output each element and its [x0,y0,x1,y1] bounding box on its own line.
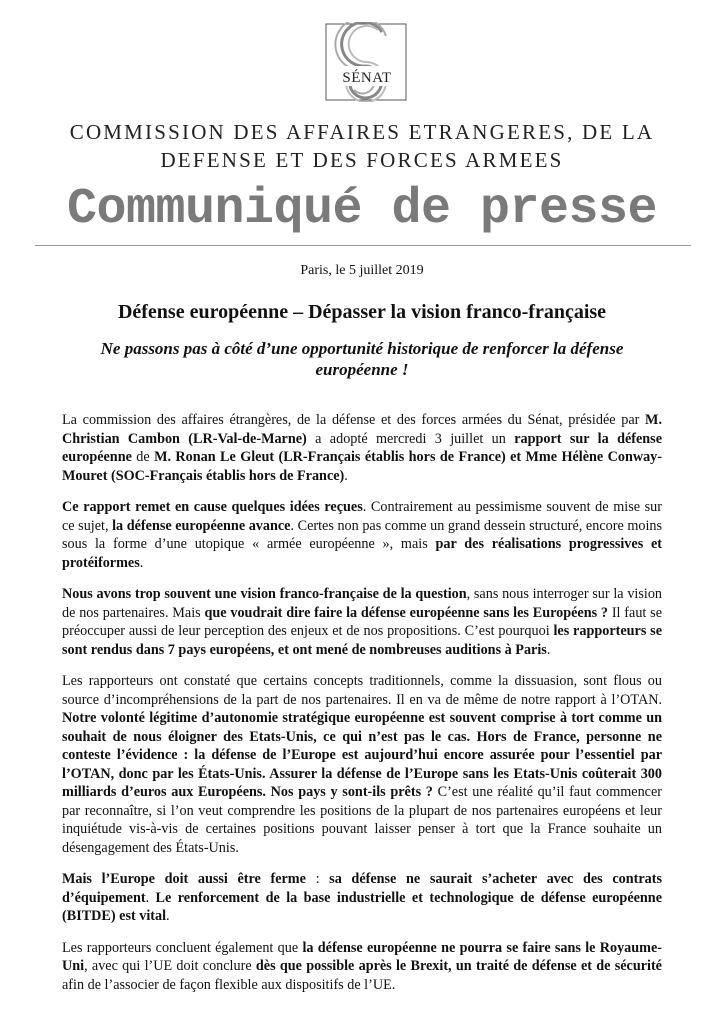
text-run: , sans nous interroger sur la vision de nos partenaires. Mais [62,586,663,621]
senat-seal-icon [324,22,408,102]
paragraph-6 [62,939,662,995]
subheadline: Ne passons pas à côté d’une opportunité historique de renforcer la défense européenne ! [100,339,624,379]
text-run: Les rapporteurs ont constaté que certains concepts traditionnels, comme la dissuasion, sont flous ou source d’incompréhensions de la part de nos partenaires. Il en va de même de notre rapport à l’OTAN. [62,673,662,708]
bold-run: les rapporteurs se sont rendus dans 7 pays européens, et ont mené de nombreuses auditions à Paris [62,623,663,658]
logo-text: SÉNAT [342,70,392,86]
bold-run: Notre volonté légitime d’autonomie stratégique européenne est souvent comprise à tort comme un souhait de nous éloigner des Etats-Unis, ce qui n’est pas le cas. Hors de France, personne ne conteste l’évidence : la défense de l’Europe est aujourd’hui encore assurée pour l’essentiel par l’OTAN, donc par les États-Unis. Assurer la défense de l’Europe sans les Etats-Unis coûterait 300 milliards d’euros aux Européens. Nos pays y sont-ils prêts ? [62,710,662,800]
body-text [62,411,662,1007]
bold-run: M. Christian Cambon (LR-Val-de-Marne) [62,412,662,447]
bold-run: rapport sur la défense européenne [62,430,662,465]
text-run: . Certes non pas comme un grand dessein structuré, encore moins sous la forme d’une utopique « armée européenne », mais [62,517,663,552]
paragraph-2 [62,498,662,572]
text-run: . Contrairement au pessimisme souvent de mise sur ce sujet, [62,499,662,534]
bold-run: par des réalisations progressives et protéiformes [62,536,662,571]
bold-run: sa défense ne saurait s’acheter avec des contrats d’équipement [62,871,662,906]
release-date: Paris, le 5 juillet 2019 [300,263,424,278]
text-run: . [344,467,348,484]
senat-logo [324,22,410,104]
text-run: de [131,449,155,465]
bold-run: la défense européenne avance [112,517,291,534]
text-run: C’est une réalité qu’il faut commencer par reconnaître, si l’on veut comprendre les positions de la plupart de nos partenaires européens et leur inquiétude vis-à-vis de certaines positions pouvant laisser penser à tort que la France souhaite un désengagement des États-Unis. [62,784,663,856]
text-run: afin de l’associer de façon flexible aux dispositifs de l’UE. [62,976,396,993]
text-run: . [166,908,170,924]
text-run: a adopté mercredi 3 juillet un [306,430,515,447]
text-run: . [139,554,144,571]
text-run: . [546,641,551,658]
commission-name-line2: DEFENSE ET DES FORCES ARMEES [160,148,564,172]
text-run: , avec qui l’UE doit conclure [84,958,256,974]
document-title: Communiqué de presse [66,181,658,238]
paragraph-5 [62,870,662,926]
text-run: Il faut se préoccuper aussi de leur perception des enjeux et de nos propositions. C’est pourquoi [62,604,662,639]
text-run: . [145,889,156,906]
bold-run: dès que possible après le Brexit, un traité de défense et de sécurité [255,958,662,974]
bold-run: Mais l’Europe doit aussi être ferme [62,871,306,887]
header-divider [35,245,691,246]
bold-run: Nous avons trop souvent une vision franco-française de la question [62,586,467,602]
bold-run: la défense européenne ne pourra se faire sans le Royaume-Uni [62,939,662,974]
headline: Défense européenne – Dépasser la vision franco-française [117,301,607,323]
paragraph-4 [62,672,662,857]
text-run: : [305,871,330,887]
bold-run: Ce rapport remet en cause quelques idées reçues [62,499,363,515]
text-run: La commission des affaires étrangères, de la défense et des forces armées du Sénat, présidée par [62,412,646,428]
paragraph-1 [62,411,662,485]
paragraph-3 [62,585,662,659]
bold-run: Le renforcement de la base industrielle et technologique de défense européenne (BITDE) est vital [62,889,662,924]
bold-run: M. Ronan Le Gleut (LR-Français établis hors de France) et Mme Hélène Conway-Mouret (SOC-Français établis hors de France) [62,449,662,484]
text-run: Les rapporteurs concluent également que [62,939,303,956]
bold-run: que voudrait dire faire la défense européenne sans les Européens ? [204,604,609,621]
commission-name-line1: COMMISSION DES AFFAIRES ETRANGERES, DE LA [69,120,655,144]
